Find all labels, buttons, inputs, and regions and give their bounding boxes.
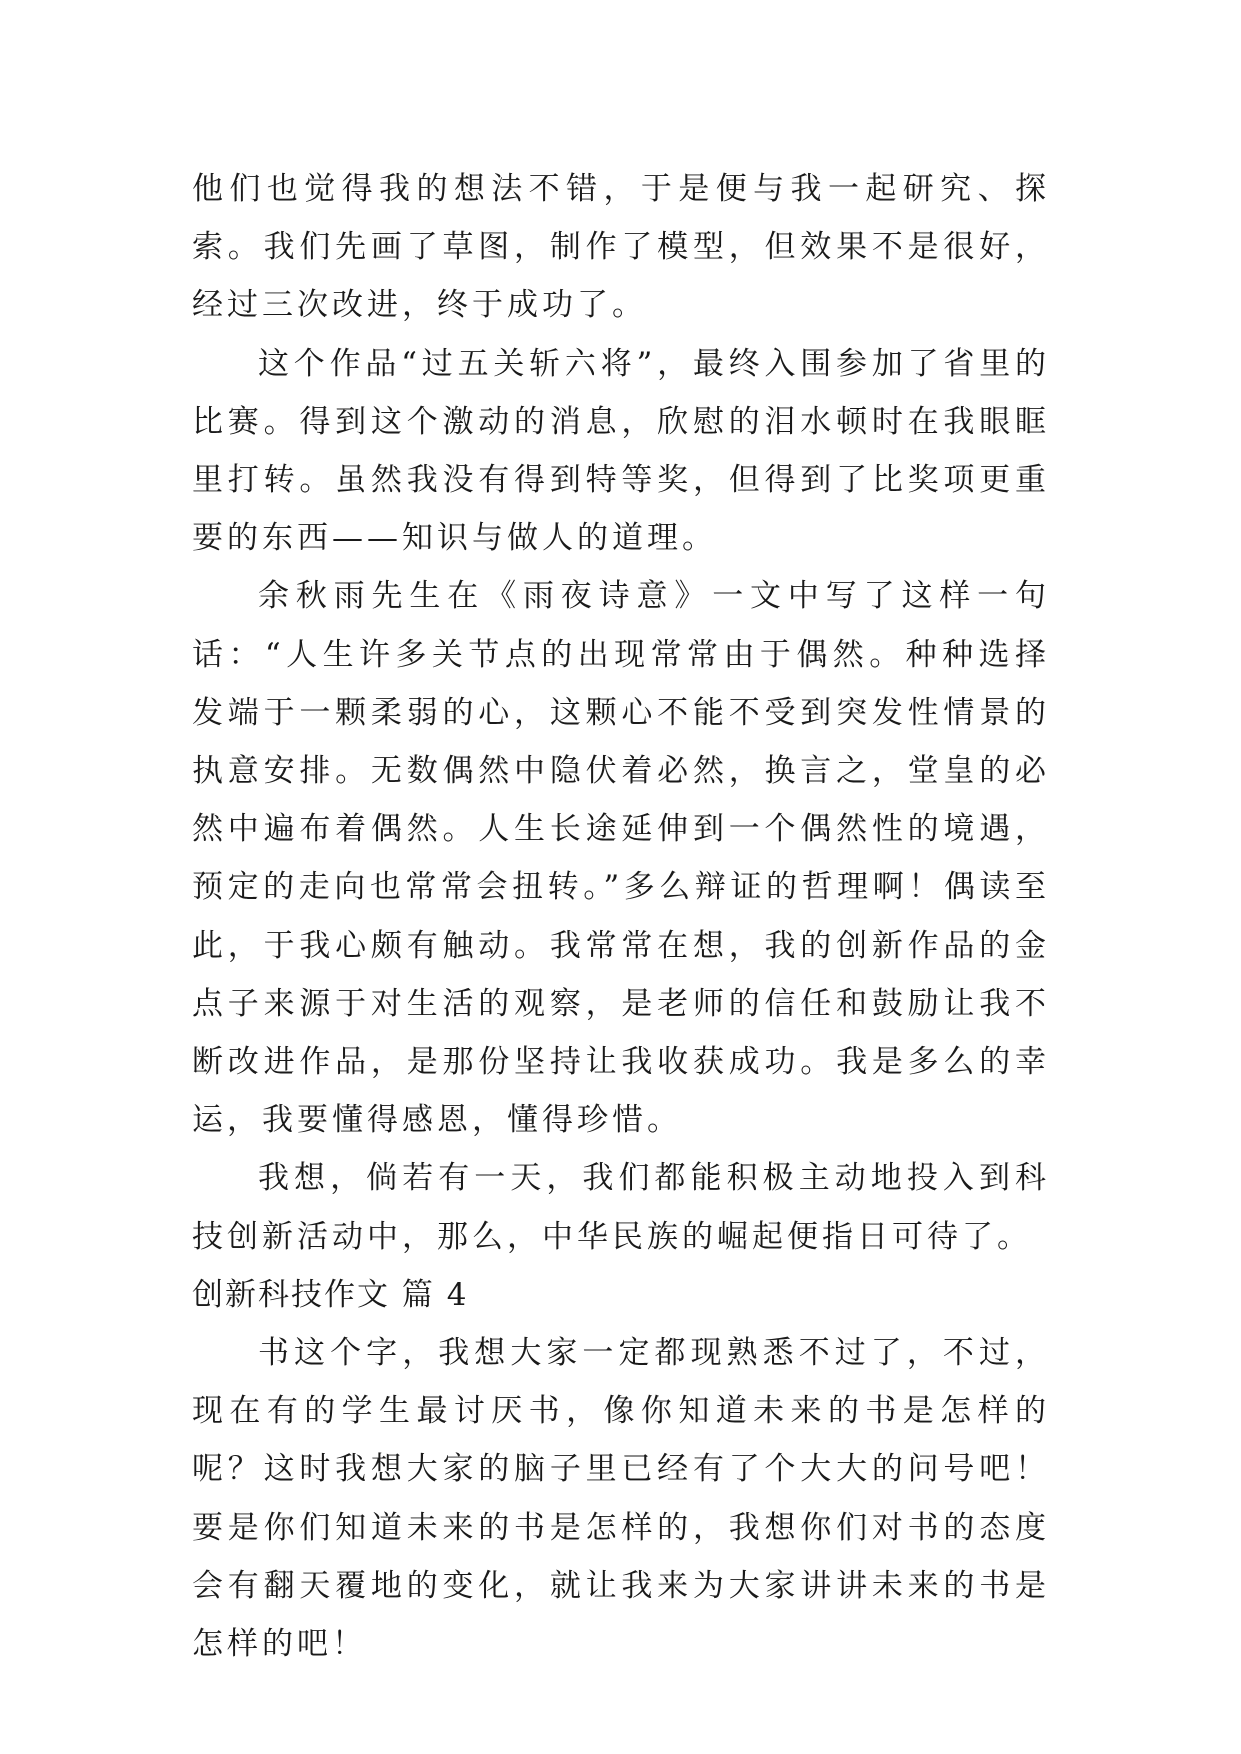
section-heading: 创新科技作文 篇 4	[192, 1276, 469, 1313]
paragraph-3: 余秋雨先生在《雨夜诗意》一文中写了这样一句话：“人生许多关节点的出现常常由于偶然。种种选择发端于一颗柔弱的心，这颗心不能不受到突发性情景的执意安排。无数偶然中隐伏着必然，换言之，堂皇的必然中遍布着偶然。人生长途延伸到一个偶然性的境遇，预定的走向也常常会扭转。”多么辩证的哲理啊！偶读至此，于我心颇有触动。我常常在想，我的创新作品的金点子来源于对生活的观察，是老师的信任和鼓励让我不断改进作品，是那份坚持让我收获成功。我是多么的幸运，我要懂得感恩，懂得珍惜。	[192, 578, 1050, 1139]
paragraph-2: 这个作品“过五关斩六将”，最终入围参加了省里的比赛。得到这个激动的消息，欣慰的泪水顿时在我眼眶里打转。虽然我没有得到特等奖，但得到了比奖项更重要的东西——知识与做人的道理。	[192, 345, 1050, 557]
paragraph-5: 书这个字，我想大家一定都现熟悉不过了，不过，现在有的学生最讨厌书，像你知道未来的书是怎样的呢？这时我想大家的脑子里已经有了个大大的问号吧！要是你们知道未来的书是怎样的，我想你们对书的态度会有翻天覆地的变化，就让我来为大家讲讲未来的书是怎样的吧！	[192, 1335, 1050, 1663]
paragraph-4: 我想，倘若有一天，我们都能积极主动地投入到科技创新活动中，那么，中华民族的崛起便指日可待了。	[192, 1160, 1050, 1255]
paragraph-1: 他们也觉得我的想法不错，于是便与我一起研究、探索。我们先画了草图，制作了模型，但效果不是很好，经过三次改进，终于成功了。	[192, 171, 1050, 324]
document-body	[192, 160, 1050, 1673]
